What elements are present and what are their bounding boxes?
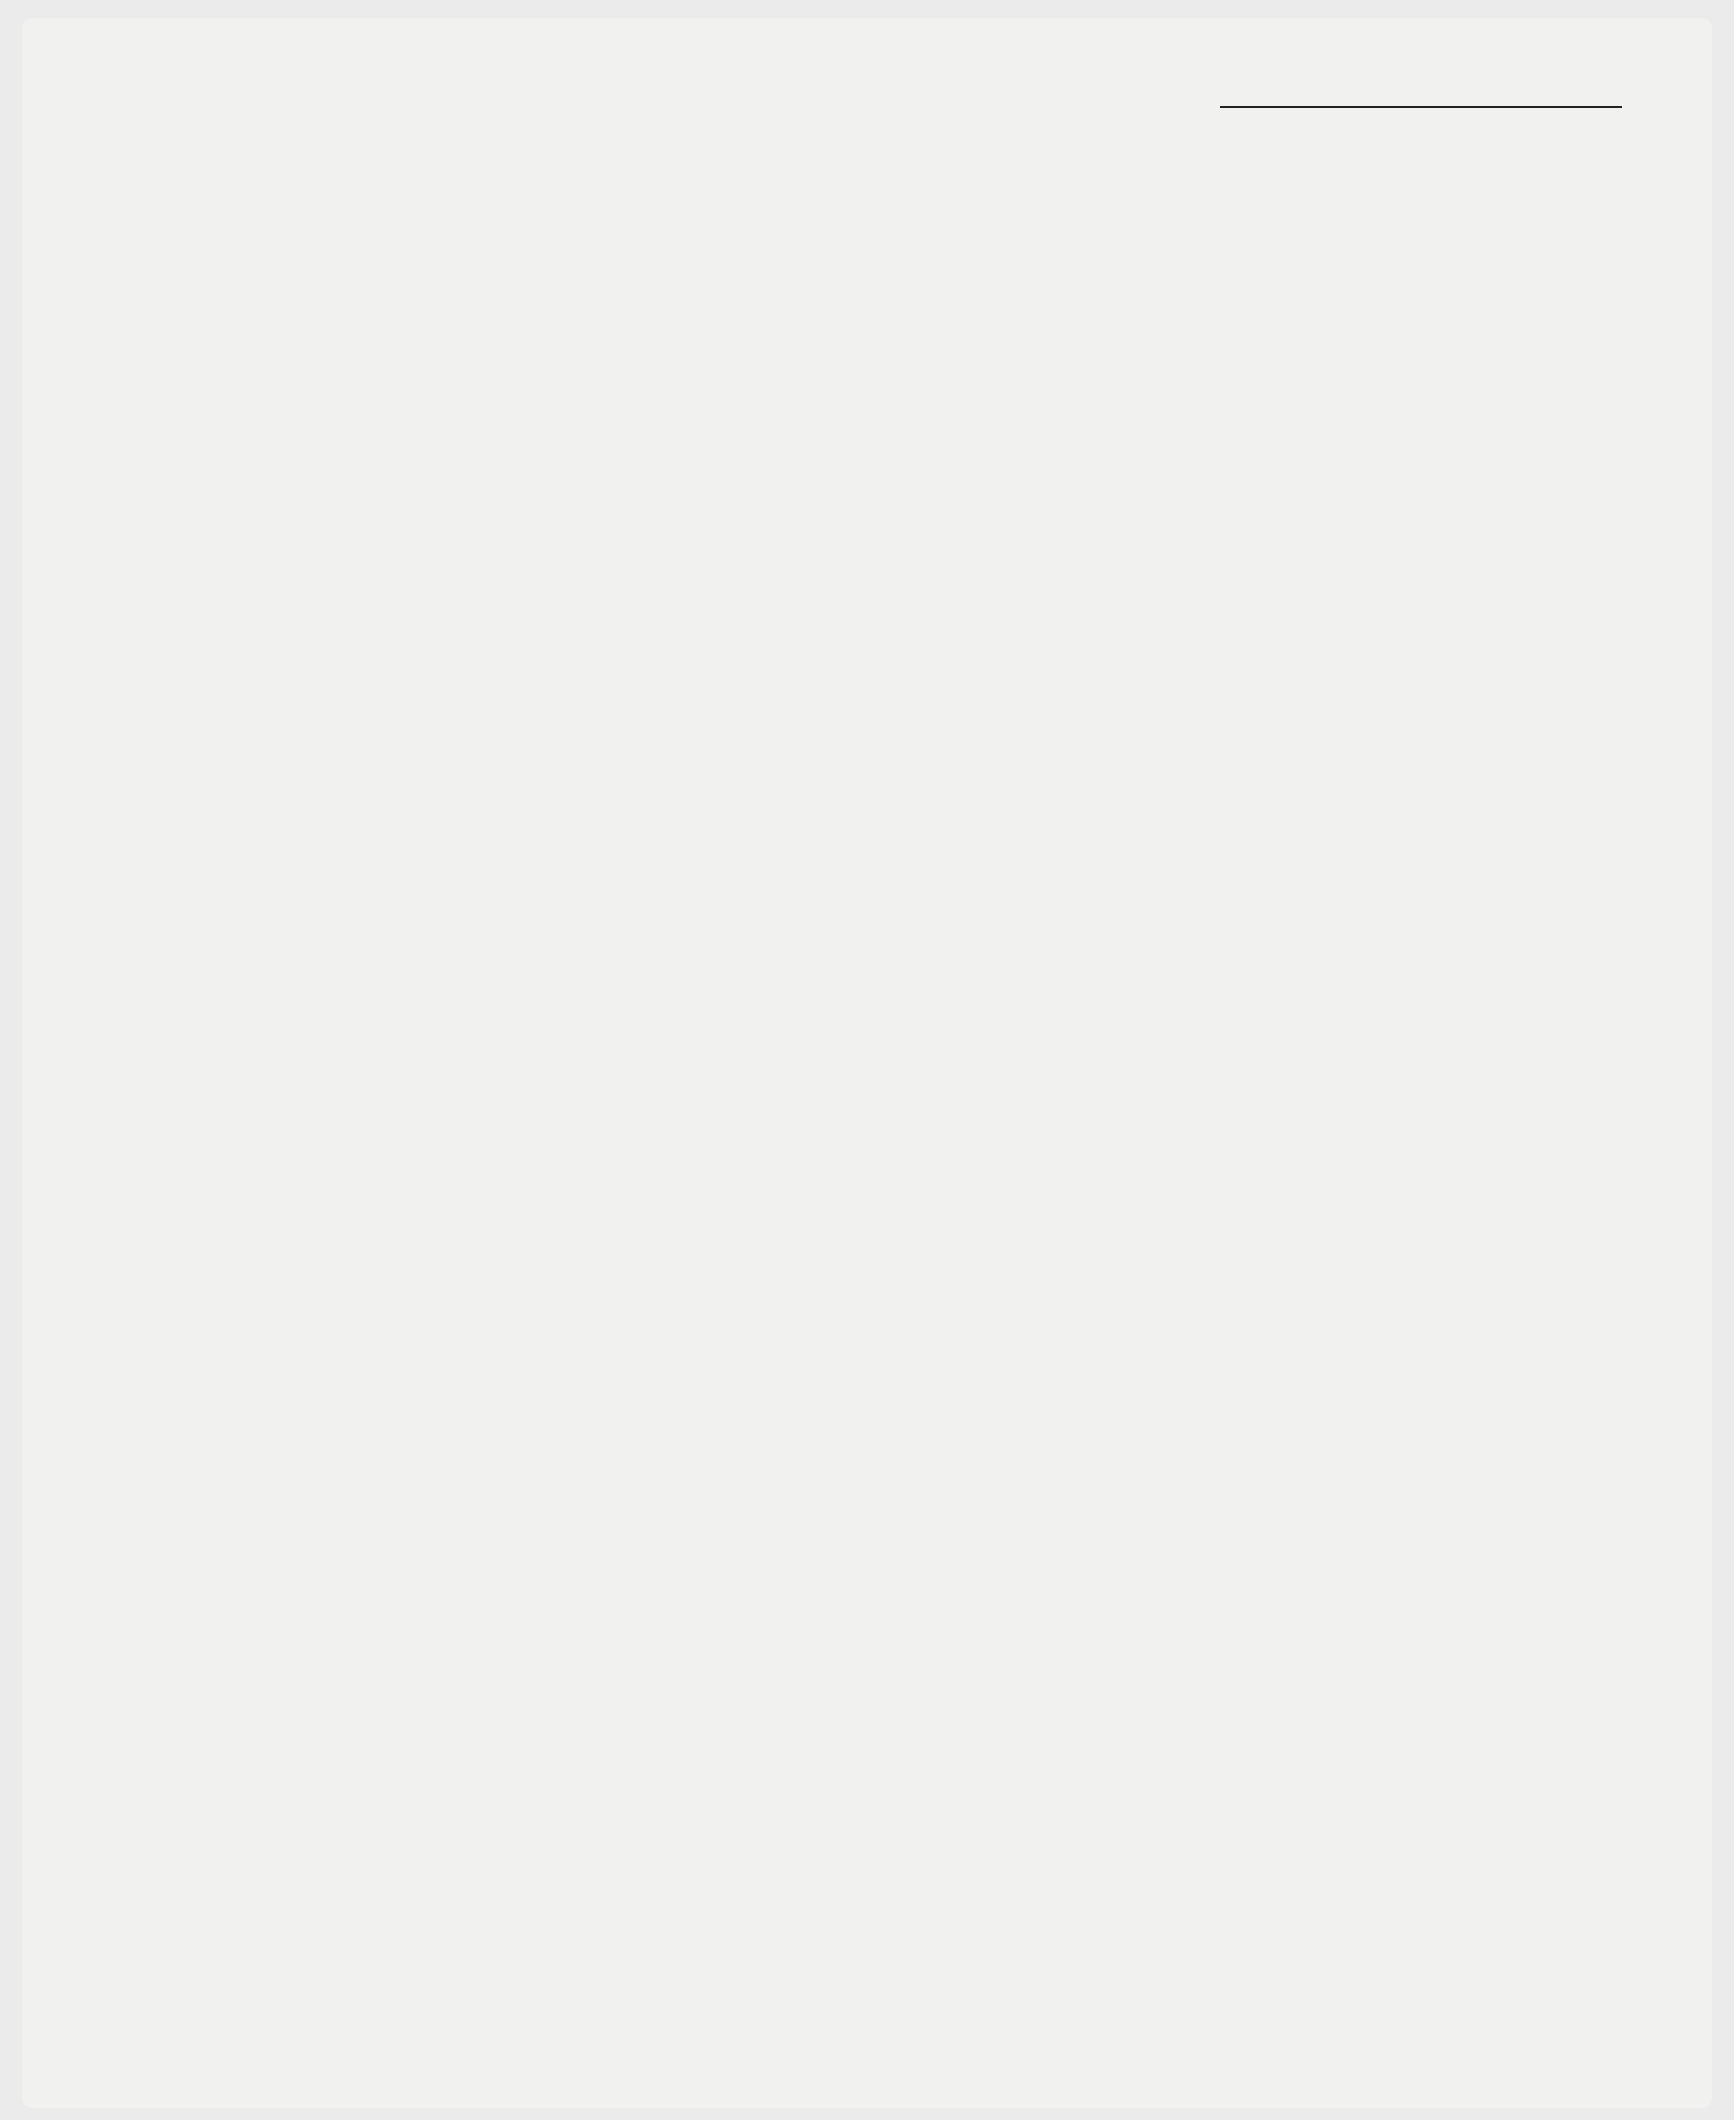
document-page bbox=[22, 18, 1712, 2108]
date-line bbox=[1220, 106, 1622, 108]
